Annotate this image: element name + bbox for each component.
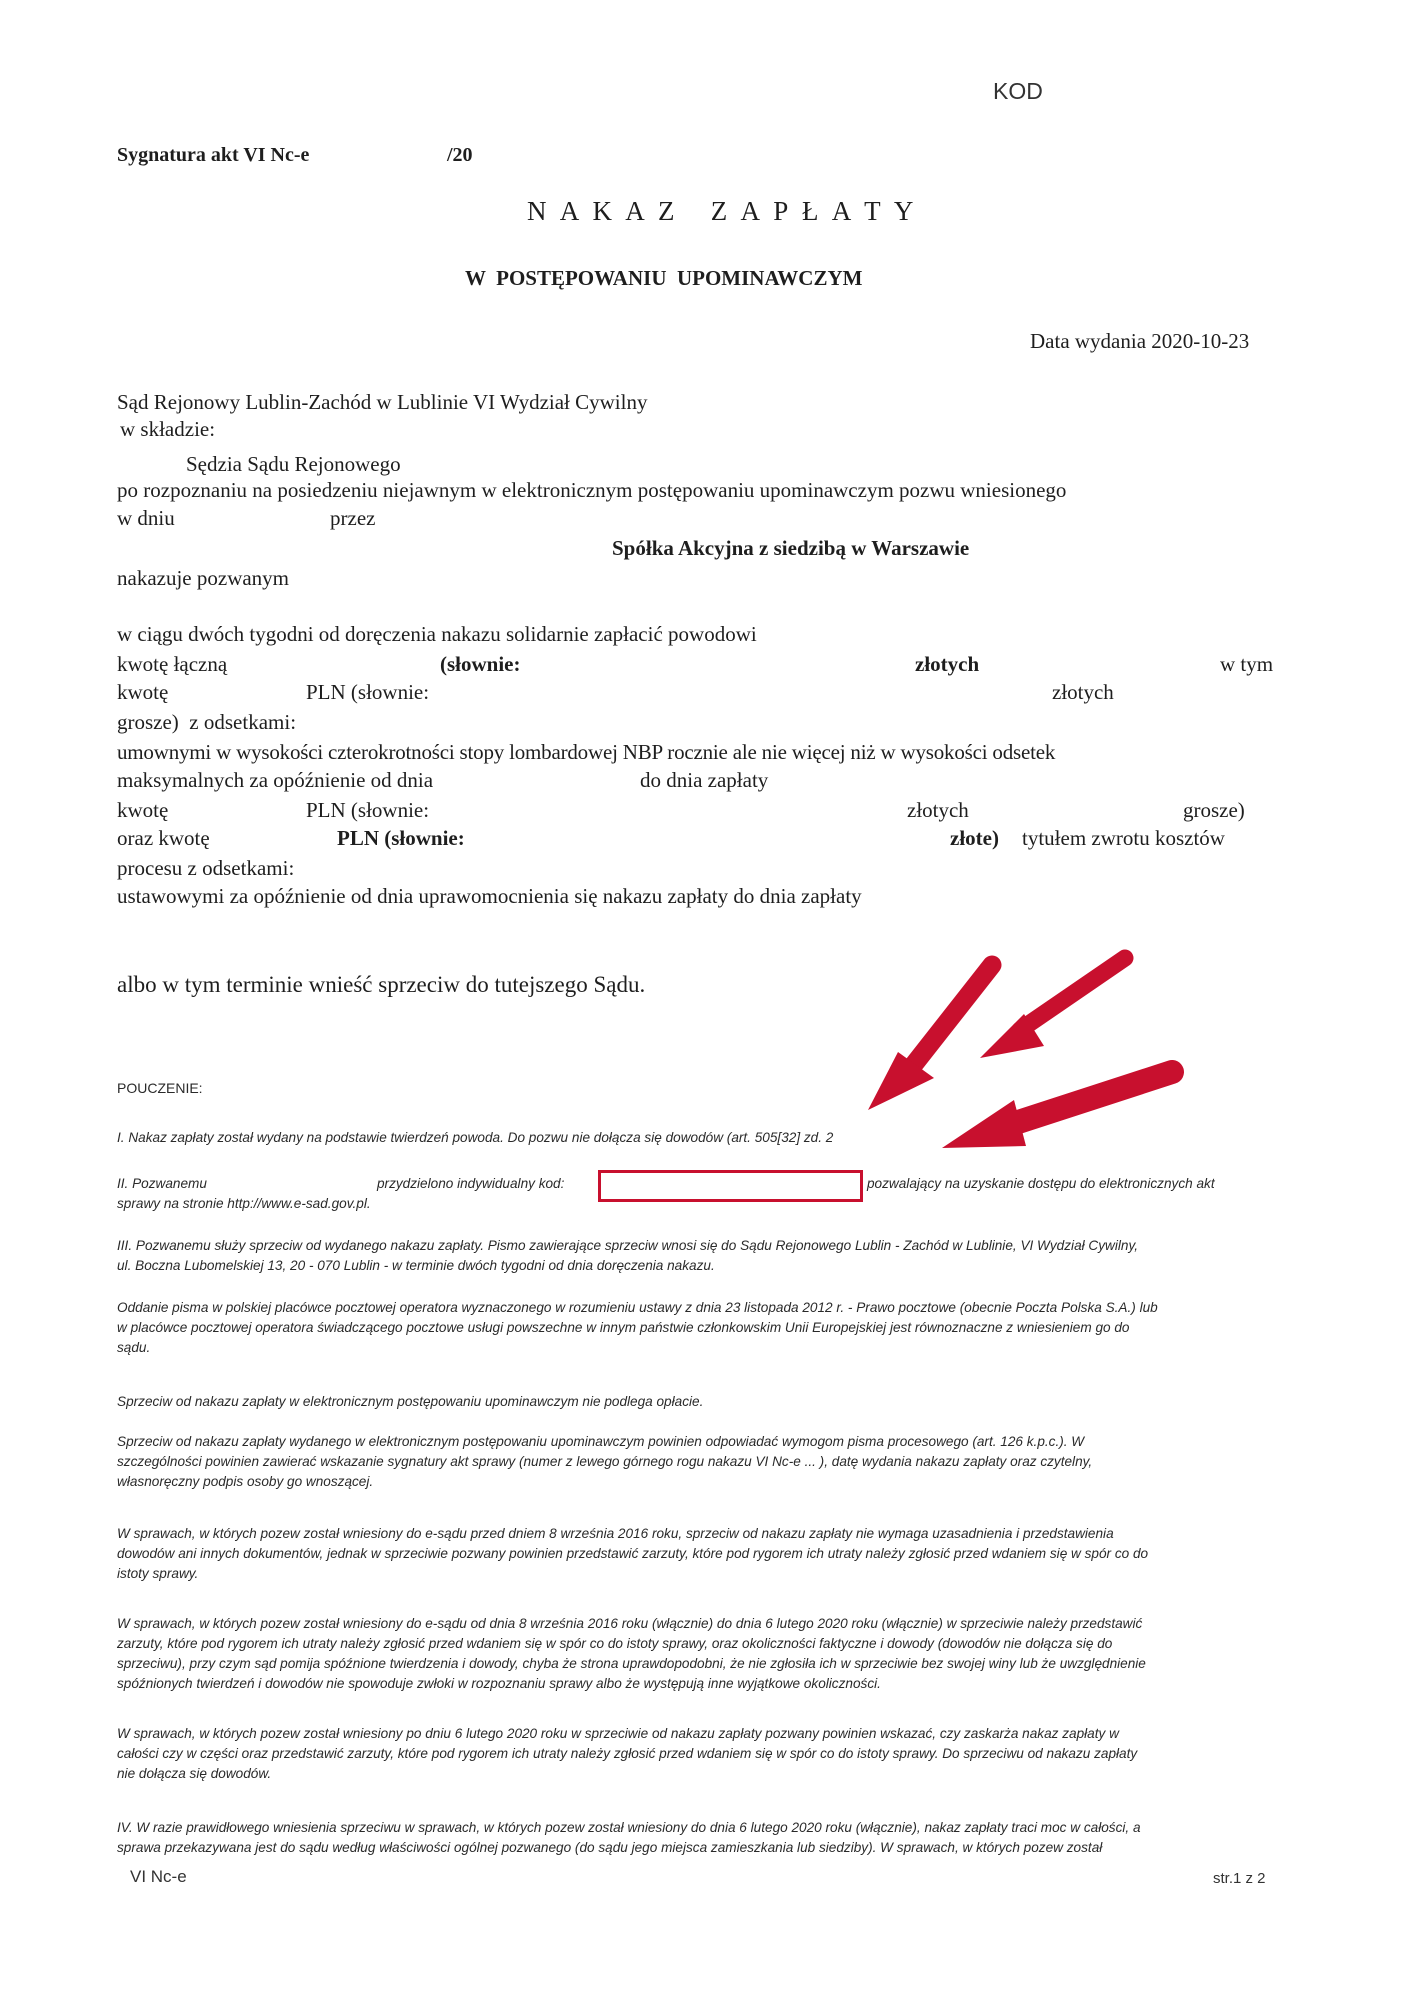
pouczenie-p1: I. Nakaz zapłaty został wydany na podstawie twierdzeń powoda. Do pozwu nie dołącza się dowodów (art. 505[32] zd. 2 — [117, 1130, 834, 1145]
grosze-z-odsetkami: grosze) z odsetkami: — [117, 710, 297, 734]
pouczenie-p6-b: szczególności powinien zawierać wskazanie sygnatury akt sprawy (numer z lewego górnego rogu nakazu VI Nc-e ... ), datę wydania nakazu zapłaty oraz czytelny, — [117, 1454, 1093, 1469]
sygnatura-label: Sygnatura akt VI Nc-e — [117, 144, 310, 166]
pln-slownie-bold: PLN (słownie: — [337, 826, 465, 850]
pouczenie-p4-b: w placówce pocztowej operatora świadczącego pocztowe usługi powszechne w innym państwie członkowskim Unii Europejskiej jest równoznaczne z wniesieniem go do — [117, 1320, 1130, 1335]
pouczenie-p6-a: Sprzeciw od nakazu zapłaty wydanego w elektronicznym postępowaniu upominawczym powinien odpowiadać wymogom pisma procesowego (art. 126 k.p.c.). W — [117, 1434, 1085, 1449]
issue-date: Data wydania 2020-10-23 — [1030, 329, 1250, 353]
w-ciagu: w ciągu dwóch tygodni od doręczenia nakazu solidarnie zapłacić powodowi — [117, 622, 757, 646]
pouczenie-p10-b: sprawa przekazywana jest do sądu według właściwości ogólnej pozwanego (do sądu jego miejsca zamieszkania lub siedziby). W sprawach, w których pozew został — [117, 1840, 1103, 1855]
pouczenie-p2-b: przydzielono indywidualny kod: — [377, 1176, 565, 1191]
pouczenie-p8-b: zarzuty, które pod rygorem ich utraty należy zgłosić przed wdaniem się w spór co do istoty sprawy, oraz okoliczności faktyczne i dowody (dowodów nie dołącza się do — [117, 1636, 1113, 1651]
kod-label: KOD — [993, 78, 1043, 104]
grosze-2: grosze) — [1183, 798, 1245, 822]
pouczenie-p8-a: W sprawach, w których pozew został wniesiony do e-sądu od dnia 8 września 2016 roku (włącznie) do dnia 6 lutego 2020 roku (włącznie) w sprzeciwie należy przedstawić — [117, 1616, 1143, 1631]
w-dniu: w dniu — [117, 506, 175, 530]
pouczenie-p6-c: własnoręczny podpis osoby go wnoszącej. — [117, 1474, 374, 1489]
umownymi: umownymi w wysokości czterokrotności stopy lombardowej NBP rocznie ale nie więcej niż w wysokości odsetek — [117, 740, 1056, 764]
arrow-icon-1 — [868, 965, 992, 1110]
pouczenie-p9-b: całości czy w części oraz przedstawić zarzuty, które pod rygorem ich utraty należy zgłosić przed wdaniem się w spór co do istoty sprawy. Do sprzeciwu od nakazu zapłaty — [117, 1746, 1138, 1761]
pouczenie-p3-a: III. Pozwanemu służy sprzeciw od wydanego nakazu zapłaty. Pismo zawierające sprzeciw wnosi się do Sądu Rejonowego Lublin - Zachód w Lublinie, VI Wydział Cywilny, — [117, 1238, 1139, 1253]
kwote-laczna: kwotę łączną — [117, 652, 228, 676]
maksymalnych: maksymalnych za opóźnienie od dnia — [117, 768, 434, 792]
pouczenie-p4-c: sądu. — [117, 1340, 151, 1355]
pouczenie-p9-c: nie dołącza się dowodów. — [117, 1766, 272, 1781]
pouczenie-p7-a: W sprawach, w których pozew został wniesiony do e-sądu przed dniem 8 września 2016 roku, sprzeciw od nakazu zapłaty nie wymaga uzasadnienia i przedstawienia — [117, 1526, 1114, 1541]
w-skladzie: w składzie: — [120, 417, 216, 441]
document-subtitle: W POSTĘPOWANIU UPOMINAWCZYM — [465, 266, 863, 290]
line-po-rozpoznaniu: po rozpoznaniu na posiedzeniu niejawnym w elektronicznym postępowaniu upominawczym pozwu wniesionego — [117, 478, 1067, 502]
do-dnia-zaplaty: do dnia zapłaty — [640, 768, 769, 792]
court-name: Sąd Rejonowy Lublin-Zachód w Lublinie VI Wydział Cywilny — [117, 390, 648, 414]
plaintiff-company: Spółka Akcyjna z siedzibą w Warszawie — [612, 536, 970, 560]
zlotych-2: złotych — [907, 798, 969, 822]
pouczenie-p4-a: Oddanie pisma w polskiej placówce pocztowej operatora wyznaczonego w rozumieniu ustawy z dnia 23 listopada 2012 r. - Prawo pocztowe (obecnie Poczta Polska S.A.) lub — [117, 1300, 1158, 1315]
footer-signature: VI Nc-e — [130, 1867, 187, 1886]
zlotych-1: złotych — [1052, 680, 1114, 704]
pouczenie-p3-b: ul. Boczna Lubomelskiej 13, 20 - 070 Lublin - w terminie dwóch tygodni od dnia doręczenia nakazu. — [117, 1258, 715, 1273]
tytulem: tytułem zwrotu kosztów — [1022, 826, 1225, 850]
pouczenie-p2-d: sprawy na stronie http://www.e-sad.gov.pl. — [117, 1196, 371, 1211]
footer-page-number: str.1 z 2 — [1213, 1870, 1266, 1887]
pouczenie-p7-b: dowodów ani innych dokumentów, jednak w sprzeciwie pozwany powinien przedstawić zarzuty, które pod rygorem ich utraty należy zgłosić przed wdaniem się w spór co do — [117, 1546, 1149, 1561]
pouczenie-p2-c: pozwalający na uzyskanie dostępu do elektronicznych akt — [867, 1176, 1215, 1191]
document-title: N A K A Z Z A P Ł A T Y — [527, 196, 918, 226]
zlote-bold: złote) — [950, 826, 999, 850]
pouczenie-p2-a: II. Pozwanemu — [117, 1176, 207, 1191]
kwote-1: kwotę — [117, 680, 169, 704]
kwote-2: kwotę — [117, 798, 169, 822]
oraz-kwote: oraz kwotę — [117, 826, 210, 850]
ustawowymi: ustawowymi za opóźnienie od dnia uprawomocnienia się nakazu zapłaty do dnia zapłaty — [117, 884, 862, 908]
procesu: procesu z odsetkami: — [117, 856, 295, 880]
przez: przez — [330, 506, 376, 530]
pouczenie-p10-a: IV. W razie prawidłowego wniesienia sprzeciwu w sprawach, w których pozew został wniesiony do dnia 6 lutego 2020 roku (włącznie), nakaz zapłaty traci moc w całości, a — [117, 1820, 1141, 1835]
pouczenie-heading: POUCZENIE: — [117, 1080, 203, 1096]
zlotych-bold: złotych — [915, 652, 980, 676]
arrow-icon-3 — [942, 1072, 1172, 1148]
pouczenie-p9-a: W sprawach, w których pozew został wniesiony po dniu 6 lutego 2020 roku w sprzeciwie od nakazu zapłaty pozwany powinien wskazać, czy zaskarża nakaz zapłaty w — [117, 1726, 1119, 1741]
pln-slownie-2: PLN (słownie: — [306, 798, 430, 822]
judge-label: Sędzia Sądu Rejonowego — [186, 452, 401, 476]
arrow-icon-2 — [980, 958, 1125, 1058]
pouczenie-p8-c: sprzeciwu), przy czym sąd pomija spóźnione twierdzenia i dowody, chyba że strona uprawdopodobni, że nie zgłosiła ich w sprzeciwie bez swojej winy lub że uwzględnienie — [117, 1656, 1146, 1671]
w-tym: w tym — [1220, 652, 1274, 676]
albo-sprzeciw: albo w tym terminie wnieść sprzeciw do tutejszego Sądu. — [117, 972, 646, 997]
pouczenie-p7-c: istoty sprawy. — [117, 1566, 199, 1581]
pouczenie-p8-d: spóźnionych twierdzeń i dowodów nie spowoduje zwłoki w rozpoznaniu sprawy albo że występują inne wyjątkowe okoliczności. — [117, 1676, 881, 1691]
nakazuje: nakazuje pozwanym — [117, 566, 290, 590]
slownie-bold: (słownie: — [440, 652, 521, 676]
pouczenie-p5: Sprzeciw od nakazu zapłaty w elektronicznym postępowaniu upominawczym nie podlega opłacie. — [117, 1394, 704, 1409]
sygnatura-suffix: /20 — [447, 144, 473, 166]
pln-slownie-1: PLN (słownie: — [306, 680, 430, 704]
